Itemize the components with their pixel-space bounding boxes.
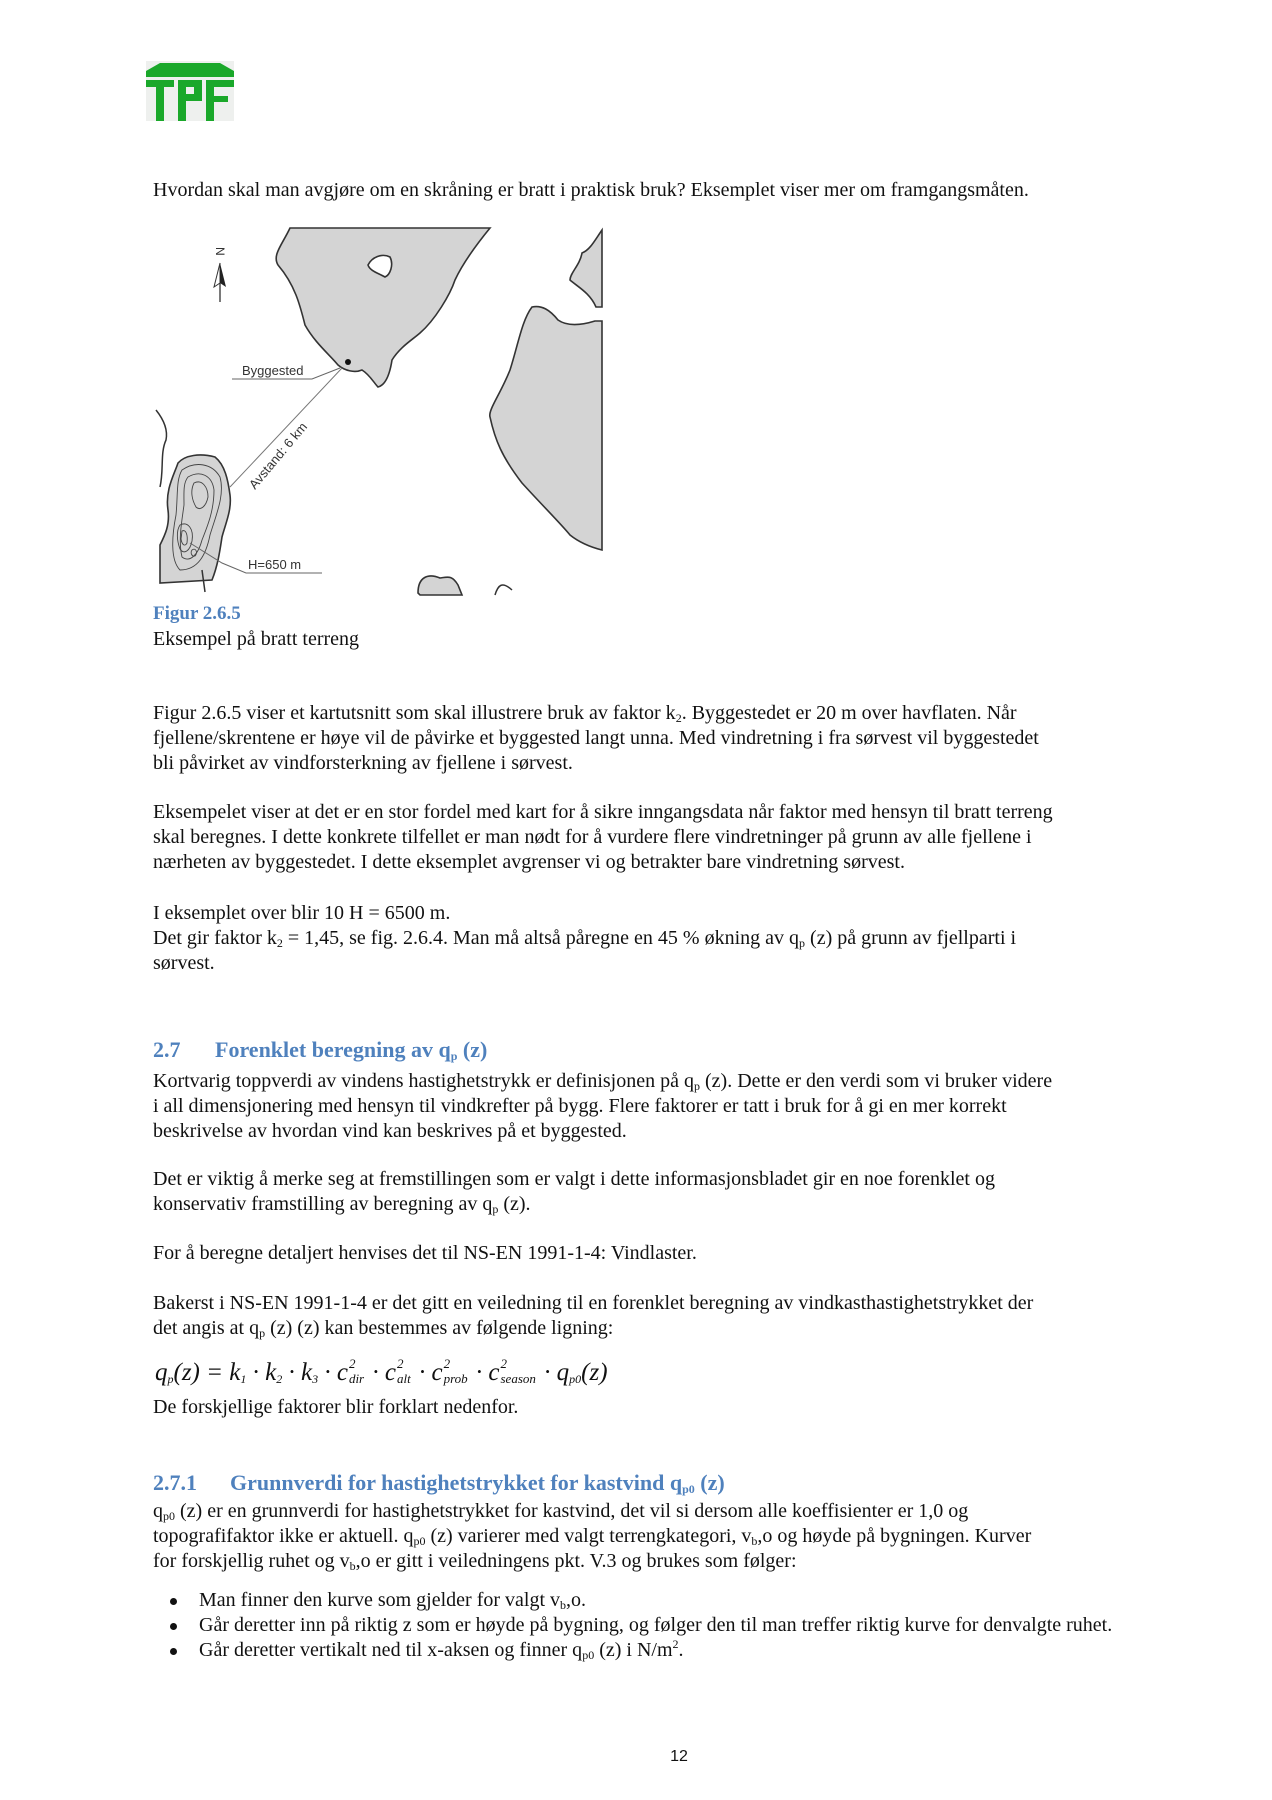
text-line [153, 1069, 1052, 1094]
subscript: 2 [675, 711, 682, 725]
paragraph-definition [153, 1069, 1052, 1144]
subscript: p [167, 1372, 174, 1386]
text-line [1012, 1614, 1112, 1636]
subscript: 2 [276, 936, 283, 950]
text-run: For å beregne detaljert henvises det til NS-EN 1991-1-4: Vindlaster. [153, 1242, 697, 1264]
subscript: p0 [569, 1372, 582, 1386]
subscript: p [799, 936, 806, 950]
subscript: p0 [163, 1509, 175, 1523]
text-run: I eksemplet over blir 10 H = 6500 m. [153, 902, 451, 924]
text-run: Man finner den kurve som gjelder for valgt v [199, 1589, 561, 1611]
text-run: bli påvirket av vindforsterkning av fjellene i sørvest. [153, 752, 573, 774]
sup-sub: 2 season [500, 1356, 536, 1387]
subscript: b [751, 1534, 758, 1548]
text-run: De forskjellige faktorer blir forklart nedenfor. [153, 1396, 519, 1418]
section-number: 2.7 [153, 1037, 181, 1062]
subscript: b [349, 1559, 356, 1573]
text-run: q [153, 1500, 163, 1522]
text-run: (z) = k [173, 1359, 241, 1386]
text-run: fjellene/skrentene er høye vil de påvirke et byggested langt unna. Med vindretning i fra sørvest vil byggestedet [153, 727, 1039, 749]
text-line [153, 850, 1053, 875]
subscript: p0 [413, 1534, 426, 1548]
subscript: p [450, 1049, 458, 1063]
paragraph-map-advantage [153, 800, 1053, 875]
subscript: 1 [240, 1372, 247, 1386]
bullet-list [153, 1588, 1112, 1663]
sup-sub: 2 dir [348, 1356, 365, 1387]
bullet-icon [170, 1598, 177, 1605]
text-line [153, 901, 1016, 926]
text-line [215, 1037, 487, 1062]
page-number: 12 [670, 1748, 688, 1765]
equation-qp [155, 1356, 608, 1390]
terrain-map-figure [150, 225, 610, 605]
paragraph-simplification-note [153, 1167, 995, 1217]
text-run: i all dimensjonering med hensyn til vindkrefter på bygg. Flere faktorer er tatt i bruk for å gi en mer korrekt [153, 1095, 1007, 1117]
text-line [153, 751, 1039, 776]
text-run: (z) [457, 1037, 488, 1062]
text-line [153, 1119, 1052, 1144]
bullet-icon [170, 1648, 177, 1655]
paragraph-base-value [153, 1499, 1031, 1574]
bullet-item [153, 1588, 1112, 1613]
section-number: 2.7.1 [153, 1470, 197, 1495]
text-run: · k [246, 1359, 277, 1386]
text-run: Figur 2.6.5 viser et kartutsnitt som skal illustrere bruk av faktor k [153, 702, 676, 724]
text-run: . Byggestedet er 20 m over havflaten. Når [681, 702, 1017, 724]
text-run: . [678, 1639, 684, 1661]
landmass-northeast [570, 230, 602, 307]
subscript: 2 [276, 1372, 283, 1386]
text-run: konservativ framstilling av beregning av q [153, 1193, 493, 1215]
landmass-east [490, 307, 602, 550]
text-line [153, 1549, 1031, 1574]
subscript: p0 [582, 1648, 595, 1662]
text-run: Hvordan skal man avgjøre om en skråning er bratt i praktisk bruk? Eksemplet viser mer om framgangsmåten. [153, 179, 1029, 201]
text-run: · c [366, 1359, 396, 1386]
text-run: Kortvarig toppverdi av vindens hastighetstrykk er definisjonen på q [153, 1070, 694, 1092]
text-line [199, 1614, 1012, 1636]
text-line [153, 178, 1029, 203]
figure-title: Figur 2.6.5 [153, 603, 241, 624]
paragraph-reference [153, 1241, 697, 1266]
text-run: (z) (z) kan bestemmes av følgende ligning: [265, 1317, 614, 1339]
text-line [153, 1167, 995, 1192]
text-run: Det gir faktor k [153, 927, 277, 949]
text-line [199, 1589, 586, 1611]
paragraph-example-result [153, 901, 1016, 976]
text-run: · c [318, 1359, 348, 1386]
text-run: ,o. [566, 1589, 587, 1611]
paragraph-factors-note [153, 1395, 518, 1420]
distance-label: Avstand: 6 km [245, 419, 311, 492]
text-run: for forskjellig ruhet og v [153, 1550, 350, 1572]
text-run: nærheten av byggestedet. I dette eksemplet avgrenser vi og betrakter bare vindretning sørvest. [153, 851, 905, 873]
text-run: beskrivelse av hvordan vind kan beskrives på et byggested. [153, 1120, 627, 1142]
text-run: · c [469, 1359, 500, 1386]
text-line [153, 1094, 1052, 1119]
text-run: = 1,45, se fig. 2.6.4. Man må altså påregne en 45 % økning av q [282, 927, 800, 949]
text-run: (z). Dette er den verdi som vi bruker videre [700, 1070, 1053, 1092]
text-run: Går deretter inn på riktig z som er høyde på bygning, og følger den til man treffer riktig kurve for den [199, 1614, 1013, 1636]
subscript: p [694, 1079, 700, 1093]
subscript: p [492, 1202, 499, 1216]
subscript: 3 [312, 1372, 319, 1386]
text-run: Går deretter vertikalt ned til x-aksen og finner q [199, 1639, 583, 1661]
text-run: (z) [581, 1359, 608, 1386]
text-line [153, 1395, 518, 1420]
text-line [153, 701, 1039, 726]
text-run: (z) varierer med valgt terrengkategori, v [425, 1525, 752, 1547]
bullet-item [153, 1613, 1112, 1638]
text-line [199, 1639, 684, 1661]
north-label: N [213, 247, 227, 256]
text-run: ,o er gitt i veiledningens pkt. V.3 og brukes som følger: [355, 1550, 797, 1572]
text-run: ,o og høyde på bygningen. Kurver [757, 1525, 1032, 1547]
text-line [153, 1499, 1031, 1524]
text-line [153, 1316, 1033, 1341]
tpf-logo [146, 61, 234, 121]
intro-paragraph [153, 178, 1029, 203]
bullet-item [153, 1638, 1112, 1663]
subscript: b [560, 1598, 567, 1612]
text-line [153, 825, 1053, 850]
building-site-marker [345, 359, 351, 365]
text-run: skal beregnes. I dette konkrete tilfellet er man nødt for å vurdere flere vindretninger på grunn av alle fjellene i [153, 826, 1032, 848]
sup-sub: 2 prob [443, 1356, 468, 1387]
text-line [153, 1192, 995, 1217]
text-run: Det er viktig å merke seg at fremstillingen som er valgt i dette informasjonsbladet gir en noe forenklet og [153, 1168, 995, 1190]
superscript: 2 [672, 1637, 679, 1651]
text-line [153, 951, 1016, 976]
text-line [153, 800, 1053, 825]
paragraph-figure-explanation [153, 701, 1039, 776]
site-label: Byggested [242, 363, 304, 378]
sup-sub: 2 alt [396, 1356, 411, 1387]
landmass-south [418, 576, 462, 595]
text-line [230, 1470, 725, 1495]
text-run: q [155, 1359, 168, 1386]
text-run: sørvest. [153, 952, 215, 974]
text-run: Grunnverdi for hastighetstrykket for kastvind q [230, 1470, 683, 1495]
text-run: · c [412, 1359, 443, 1386]
text-run: valgte ruhet. [1012, 1614, 1113, 1636]
text-line [153, 926, 1016, 951]
text-run: Forenklet beregning av q [215, 1037, 451, 1062]
height-label: H=650 m [248, 557, 302, 572]
text-line [153, 1291, 1033, 1316]
text-run: (z) i N/m [594, 1639, 673, 1661]
section-title [215, 1037, 487, 1062]
text-run: (z) på grunn av fjellparti i [805, 927, 1017, 949]
north-arrow-icon [213, 247, 227, 302]
text-run: (z) er en grunnverdi for hastighetstrykket for kastvind, det vil si dersom alle koeffisienter er 1,0 og [175, 1500, 969, 1522]
subscript: p [259, 1326, 266, 1340]
paragraph-equation-intro [153, 1291, 1033, 1341]
subscript: p0 [682, 1482, 695, 1496]
text-run: det angis at q [153, 1317, 260, 1339]
section-title [230, 1470, 725, 1495]
bullet-icon [170, 1623, 177, 1630]
landmass-north [276, 228, 490, 387]
text-line [153, 1241, 697, 1266]
text-run: Bakerst i NS-EN 1991-1-4 er det gitt en veiledning til en forenklet beregning av vindkasthastighetstrykket der [153, 1292, 1034, 1314]
text-run: topografifaktor ikke er aktuell. q [153, 1525, 414, 1547]
text-line [153, 726, 1039, 751]
text-run: (z) [694, 1470, 725, 1495]
text-run: Eksempelet viser at det er en stor fordel med kart for å sikre inngangsdata når faktor med hensyn til bratt terreng [153, 801, 1053, 823]
figure-caption: Eksempel på bratt terreng [153, 628, 360, 650]
text-run: · k [282, 1359, 313, 1386]
text-line [153, 1524, 1031, 1549]
section-heading-2-7-1 [153, 1468, 725, 1498]
text-run: · q [537, 1359, 570, 1386]
text-run: (z). [498, 1193, 531, 1215]
section-heading-2-7 [153, 1035, 487, 1065]
